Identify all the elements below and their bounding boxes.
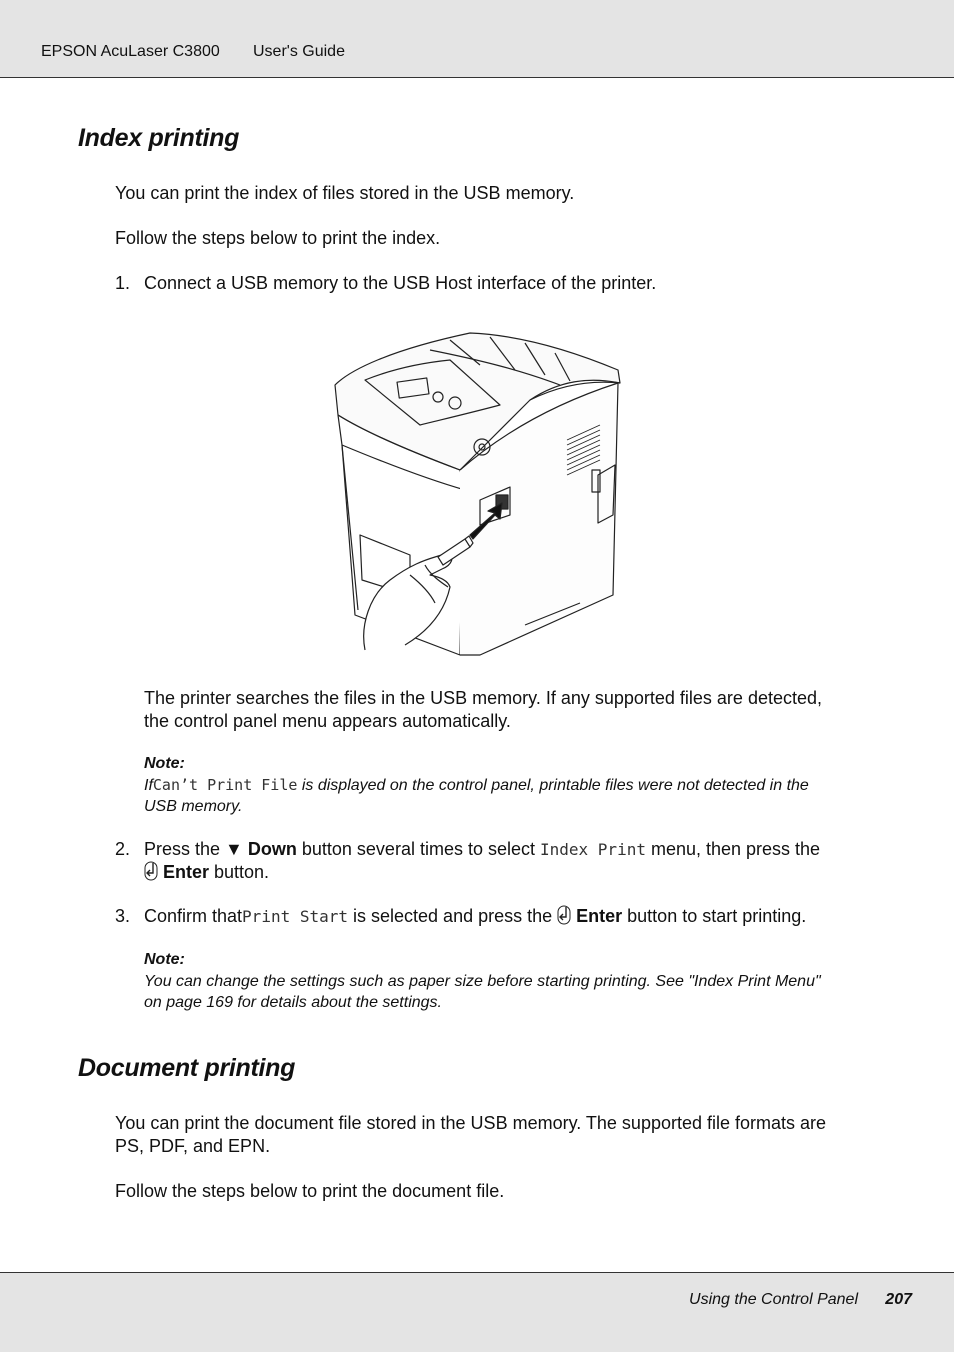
printer-usb-illustration [330,325,630,665]
step-1-text: Connect a USB memory to the USB Host interface of the printer. [144,273,657,293]
down-arrow-icon: ▼ [225,839,243,859]
step-2-text: Press the ▼ Down button several times to select Index Print menu, then press the Enter button. [144,839,821,882]
cant-print-file-code: Can’t Print File [152,776,298,794]
page-number: 207 [885,1291,912,1308]
note-2-title: Note: [144,951,185,968]
header-product: EPSON AcuLaser C3800 [41,43,220,60]
step-1-number: 1. [115,273,131,293]
index-steps-intro: Follow the steps below to print the index. [115,228,441,248]
search-result-text: The printer searches the files in the USB memory. If any supported files are detected, the control panel menu appears automatically. [144,688,822,731]
document-steps-intro: Follow the steps below to print the document file. [115,1181,505,1201]
page-header [0,0,954,78]
document-intro: You can print the document file stored in the USB memory. The supported file formats are PS, PDF, and EPN. [115,1113,827,1156]
index-print-code: Index Print [540,840,646,859]
note-2-text: You can change the settings such as paper size before starting printing. See "Index Print Menu" on page 169 for details about the settings. [144,973,821,1011]
step-3-number: 3. [115,906,131,926]
enter-icon [144,861,158,881]
page-footer [0,1272,954,1352]
enter-icon [557,905,571,925]
index-printing-heading: Index printing [78,124,240,152]
note-1-text: IfCan’t Print File is displayed on the control panel, printable files were not detected in the USB memory. [144,776,809,815]
footer-section: Using the Control Panel [689,1291,858,1308]
document-printing-heading: Document printing [78,1054,296,1082]
step-2-number: 2. [115,839,131,859]
note-1-title: Note: [144,755,185,772]
step-3-text: Confirm thatPrint Start is selected and press the Enter button to start printing. [144,906,807,926]
index-intro: You can print the index of files stored in the USB memory. [115,183,575,203]
print-start-code: Print Start [242,907,349,926]
header-guide: User's Guide [253,43,345,60]
